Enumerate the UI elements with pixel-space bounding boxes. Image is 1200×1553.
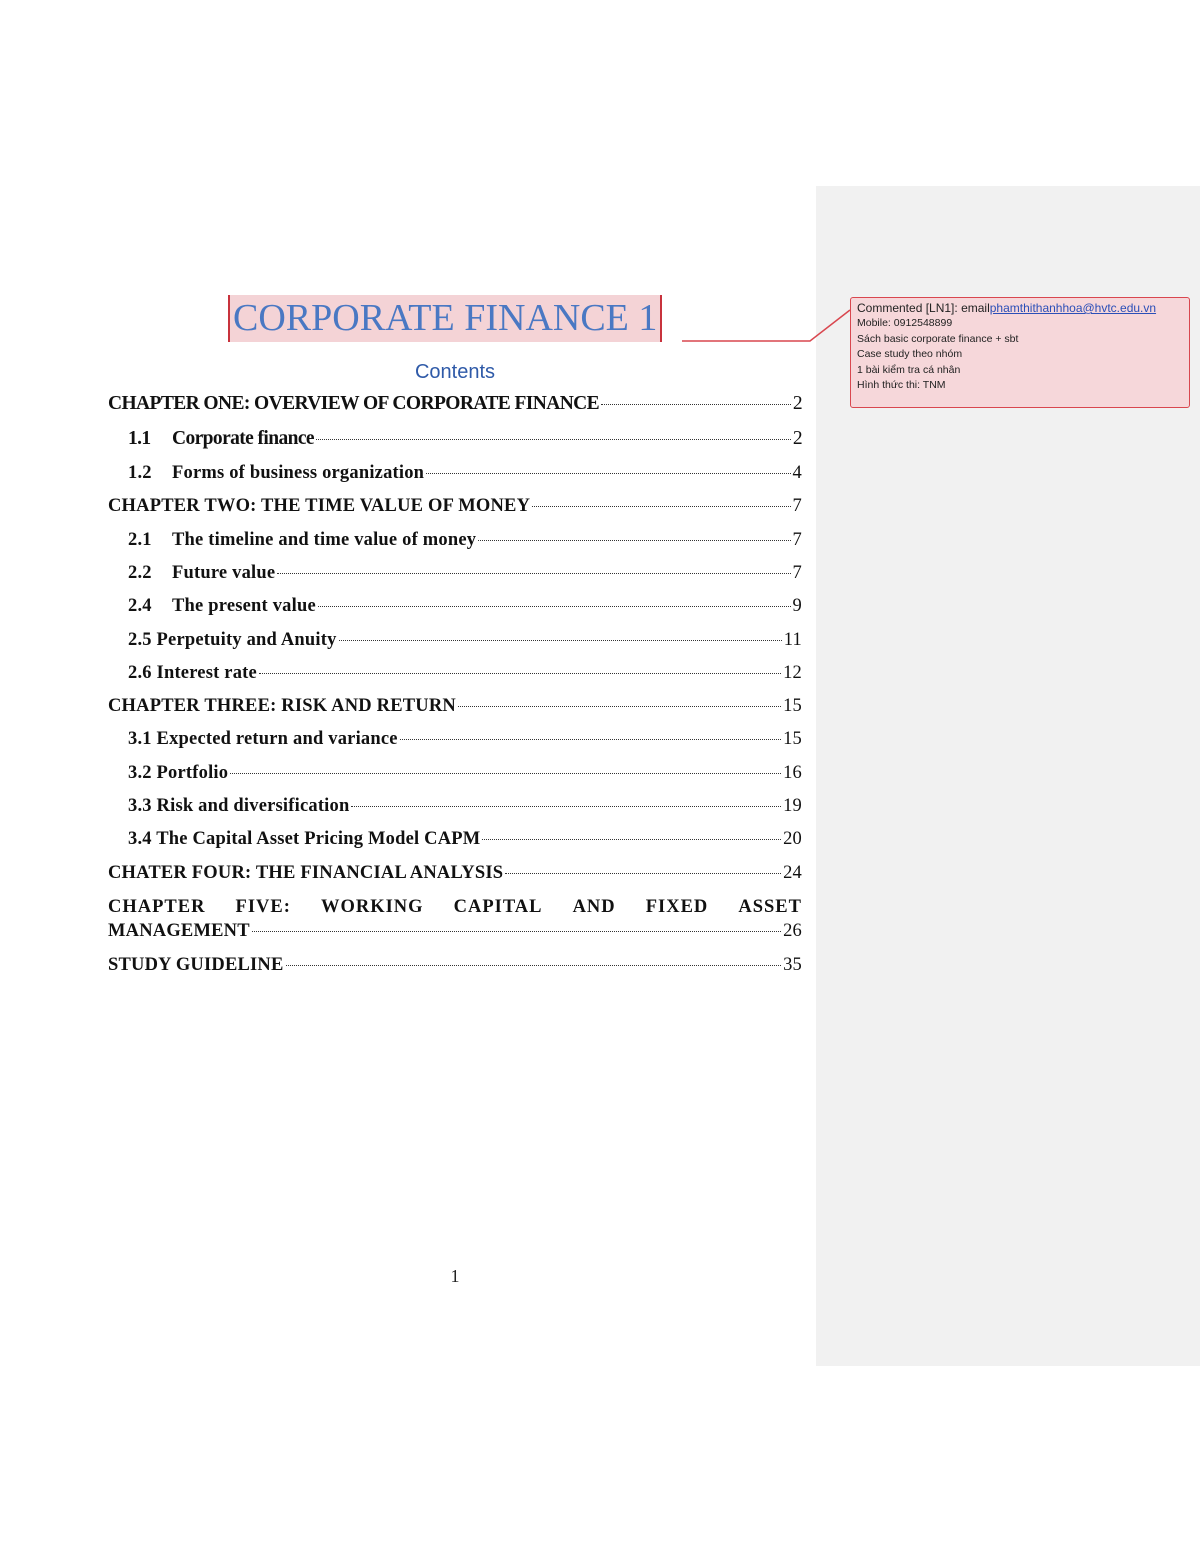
toc-entry-chapter-one[interactable] [108, 393, 802, 415]
toc-leader [277, 573, 790, 574]
toc-entry-text: CHATER FOUR: THE FINANCIAL ANALYSIS [108, 863, 504, 883]
toc-entry-2-5[interactable] [128, 630, 802, 651]
toc-entry-2-4[interactable] [128, 596, 802, 617]
toc-entry-chapter-five-line2[interactable] [108, 921, 802, 942]
toc-entry-text: 3.1 Expected return and variance [128, 729, 398, 749]
comment-line: Sách basic corporate finance + sbt [857, 332, 1019, 345]
comment-balloon[interactable] [850, 297, 1190, 408]
toc-page-number: 15 [783, 729, 802, 749]
toc-entry-text: Forms of business organization [172, 463, 425, 483]
toc-entry-number: 2.2 [128, 563, 152, 583]
toc-leader [505, 873, 781, 874]
toc-leader [286, 965, 782, 966]
toc-leader [482, 839, 781, 840]
toc-entry-number: 1.1 [128, 428, 151, 449]
toc-entry-3-1[interactable] [128, 729, 802, 750]
toc-page-number: 7 [792, 530, 802, 550]
toc-page-number: 2 [792, 428, 802, 449]
toc-word: CAPITAL [453, 897, 543, 917]
toc-entry-text: Corporate finance [172, 428, 314, 449]
toc-leader [252, 931, 781, 932]
comment-email-link[interactable]: phamthithanhhoa@hvtc.edu.vn [989, 301, 1157, 315]
toc-entry-number: 1.2 [128, 463, 152, 483]
toc-entry-text: STUDY GUIDELINE [108, 955, 284, 975]
toc-page-number: 7 [792, 563, 802, 583]
toc-entry-number: 2.4 [128, 596, 152, 616]
toc-entry-text: 3.2 Portfolio [128, 763, 229, 783]
toc-entry-1-2[interactable] [128, 463, 802, 484]
toc-page-number: 20 [783, 829, 802, 849]
comment-line: Mobile: 0912548899 [857, 317, 953, 330]
toc-leader [400, 739, 781, 740]
toc-word: FIXED [645, 897, 709, 917]
toc-entry-text: 2.5 Perpetuity and Anuity [128, 630, 337, 650]
toc-leader [230, 773, 781, 774]
toc-entry-3-4[interactable] [128, 829, 802, 850]
toc-leader [259, 673, 781, 674]
toc-entry-text: The timeline and time value of money [172, 530, 477, 550]
toc-leader [339, 640, 782, 641]
toc-entry-text: 3.4 The Capital Asset Pricing Model CAPM [128, 829, 481, 849]
toc-word: ASSET [738, 897, 802, 917]
comment-line: 1 bài kiểm tra cá nhân [857, 363, 961, 376]
toc-entry-2-6[interactable] [128, 663, 802, 684]
toc-leader [426, 473, 790, 474]
comment-header-line [857, 301, 1183, 316]
contents-heading: Contents [414, 361, 496, 383]
page-number: 1 [450, 1266, 460, 1286]
toc-entry-3-3[interactable] [128, 796, 802, 817]
toc-leader [316, 439, 791, 440]
toc-page-number: 2 [792, 393, 802, 414]
toc-page-number: 12 [783, 663, 802, 683]
toc-entry-study-guideline[interactable] [108, 955, 802, 976]
toc-entry-text: Future value [172, 563, 276, 583]
toc-leader [318, 606, 791, 607]
document-title[interactable]: CORPORATE FINANCE 1 [228, 295, 662, 342]
toc-page-number: 35 [783, 955, 802, 975]
toc-word: CHAPTER [108, 897, 206, 917]
toc-entry-text: CHAPTER ONE: OVERVIEW OF CORPORATE FINANCE [108, 393, 600, 414]
toc-page-number: 15 [783, 696, 802, 716]
toc-entry-chapter-five-line1[interactable] [108, 897, 802, 918]
toc-page-number: 26 [783, 921, 802, 941]
toc-page-number: 16 [783, 763, 802, 783]
toc-page-number: 19 [783, 796, 802, 816]
toc-leader [532, 506, 790, 507]
comment-line: Case study theo nhóm [857, 348, 963, 361]
toc-entry-3-2[interactable] [128, 763, 802, 784]
comment-line: Hình thức thi: TNM [857, 379, 946, 392]
toc-leader [478, 540, 790, 541]
toc-entry-chapter-three[interactable] [108, 696, 802, 717]
toc-entry-text: The present value [172, 596, 316, 616]
toc-entry-2-2[interactable] [128, 563, 802, 584]
toc-entry-chapter-four[interactable] [108, 863, 802, 884]
toc-page-number: 11 [783, 630, 802, 650]
toc-leader [601, 404, 791, 405]
toc-entry-text: CHAPTER TWO: THE TIME VALUE OF MONEY [108, 496, 531, 516]
comment-email-label: email [961, 301, 990, 315]
toc-page-number: 24 [783, 863, 802, 883]
toc-entry-number: 2.1 [128, 530, 152, 550]
toc-word: FIVE: [235, 897, 291, 917]
toc-entry-1-1[interactable] [128, 428, 802, 450]
toc-word: WORKING [320, 897, 424, 917]
toc-entry-text: 2.6 Interest rate [128, 663, 257, 683]
toc-leader [458, 706, 781, 707]
toc-entry-text: MANAGEMENT [108, 921, 250, 941]
toc-entry-text: CHAPTER THREE: RISK AND RETURN [108, 696, 456, 716]
toc-entry-chapter-two[interactable] [108, 496, 802, 517]
toc-page-number: 7 [792, 496, 802, 516]
toc-word: AND [572, 897, 616, 917]
toc-entry-text: 3.3 Risk and diversification [128, 796, 350, 816]
toc-leader [351, 806, 781, 807]
toc-entry-2-1[interactable] [128, 530, 802, 551]
toc-page-number: 9 [792, 596, 802, 616]
comment-header: Commented [LN1]: [857, 301, 958, 315]
toc-page-number: 4 [792, 463, 802, 483]
